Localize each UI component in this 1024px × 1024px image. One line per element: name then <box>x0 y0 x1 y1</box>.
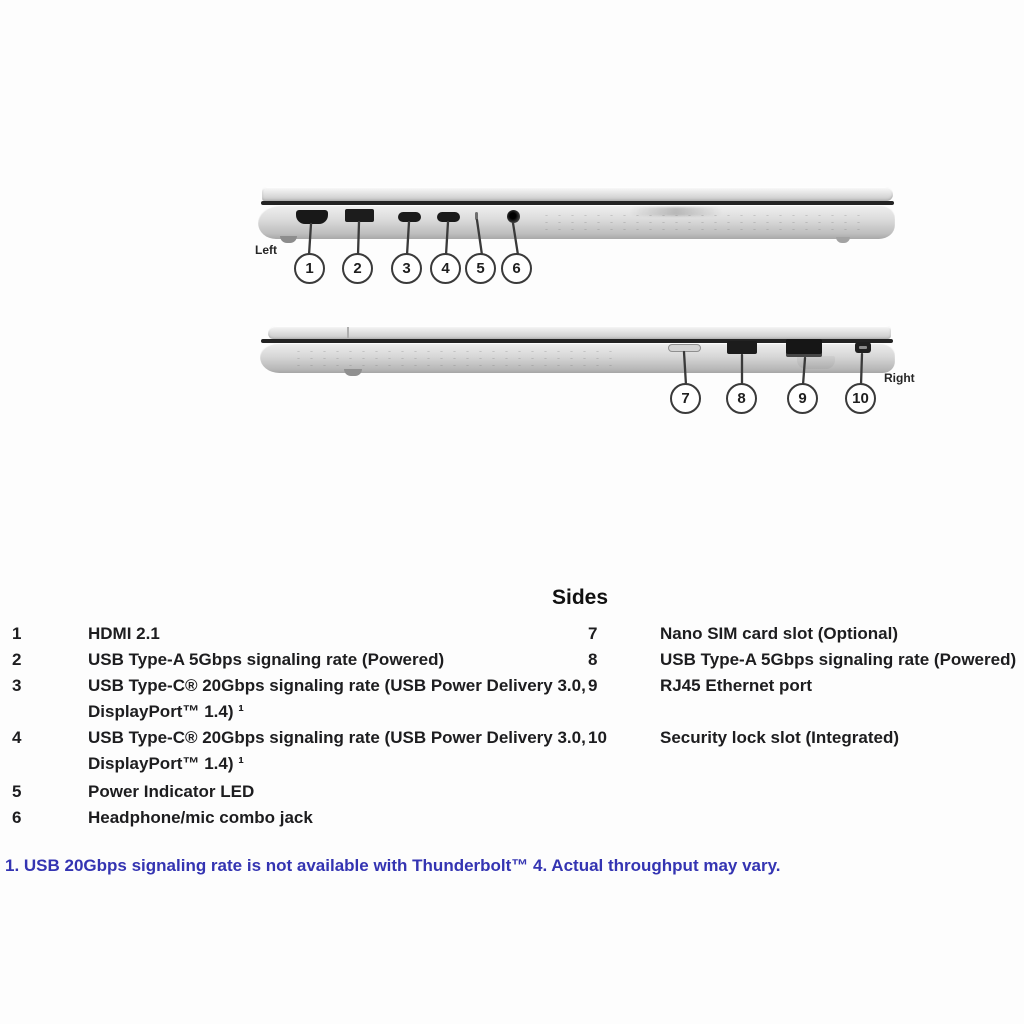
rubber-foot <box>280 236 297 243</box>
legend-number: 9 <box>588 676 598 695</box>
legend-row <box>12 805 313 831</box>
nano-sim-card-slot <box>668 344 701 352</box>
callout-badge-1: 1 <box>294 253 325 284</box>
right-side-label: Right <box>884 371 915 385</box>
hdmi-port <box>296 210 328 224</box>
legend-desc: USB Type-A 5Gbps signaling rate (Powered) <box>660 650 1017 669</box>
legend-row <box>588 647 1016 673</box>
legend-desc: USB Type-A 5Gbps signaling rate (Powered) <box>88 650 445 669</box>
legend-row <box>12 673 588 725</box>
security-lock-slot <box>855 342 871 353</box>
legend-desc: Security lock slot (Integrated) <box>660 728 899 747</box>
footnote: 1. USB 20Gbps signaling rate is not available with Thunderbolt™ 4. Actual throughput may vary. <box>5 856 781 875</box>
legend-row <box>12 621 160 647</box>
callout-badge-4: 4 <box>430 253 461 284</box>
legend-desc: USB Type-C® 20Gbps signaling rate (USB Power Delivery 3.0, DisplayPort™ 1.4) ¹ <box>88 676 586 721</box>
legend-desc: USB Type-C® 20Gbps signaling rate (USB Power Delivery 3.0, DisplayPort™ 1.4) ¹ <box>88 728 586 773</box>
laptop-seam <box>261 201 894 205</box>
legend-desc: Headphone/mic combo jack <box>88 808 313 827</box>
legend-number: 1 <box>12 624 22 643</box>
callout-badge-3: 3 <box>391 253 422 284</box>
headphone-jack <box>507 210 520 223</box>
callout-badge-2: 2 <box>342 253 373 284</box>
legend-row <box>12 647 444 673</box>
legend-row <box>12 725 588 777</box>
brand-marking <box>630 207 722 216</box>
callout-badge-10: 10 <box>845 383 876 414</box>
vent-dots <box>292 348 622 368</box>
section-title: Sides <box>551 586 609 609</box>
legend-number: 7 <box>588 624 598 643</box>
left-side-label: Left <box>255 243 277 257</box>
legend-number: 8 <box>588 650 598 669</box>
rj45-ethernet-port <box>786 339 822 357</box>
usb-a-port <box>727 341 757 354</box>
callout-badge-7: 7 <box>670 383 701 414</box>
callout-badge-8: 8 <box>726 383 757 414</box>
legend-desc: Power Indicator LED <box>88 782 255 801</box>
legend-row <box>588 673 812 699</box>
legend-row <box>588 725 899 751</box>
callout-badge-6: 6 <box>501 253 532 284</box>
laptop-lid <box>262 187 893 201</box>
rj45-door-flap <box>797 356 835 369</box>
legend-desc: HDMI 2.1 <box>88 624 160 643</box>
usb-c-port-1 <box>398 212 421 222</box>
laptop-lid <box>268 326 891 339</box>
usb-a-port <box>345 209 374 222</box>
legend-number: 10 <box>588 728 607 747</box>
rubber-foot <box>836 237 850 243</box>
usb-c-port-2 <box>437 212 460 222</box>
power-led-indicator <box>475 212 478 220</box>
callout-badge-9: 9 <box>787 383 818 414</box>
hinge-notch <box>347 327 349 338</box>
legend-number: 2 <box>12 650 22 669</box>
legend-row <box>588 621 898 647</box>
legend-row <box>12 779 254 805</box>
legend-desc: Nano SIM card slot (Optional) <box>660 624 899 643</box>
legend-number: 6 <box>12 808 22 827</box>
callout-badge-5: 5 <box>465 253 496 284</box>
legend-number: 4 <box>12 728 22 747</box>
rubber-foot <box>344 369 362 376</box>
legend-number: 3 <box>12 676 22 695</box>
legend-number: 5 <box>12 782 22 801</box>
legend-desc: RJ45 Ethernet port <box>660 676 813 695</box>
